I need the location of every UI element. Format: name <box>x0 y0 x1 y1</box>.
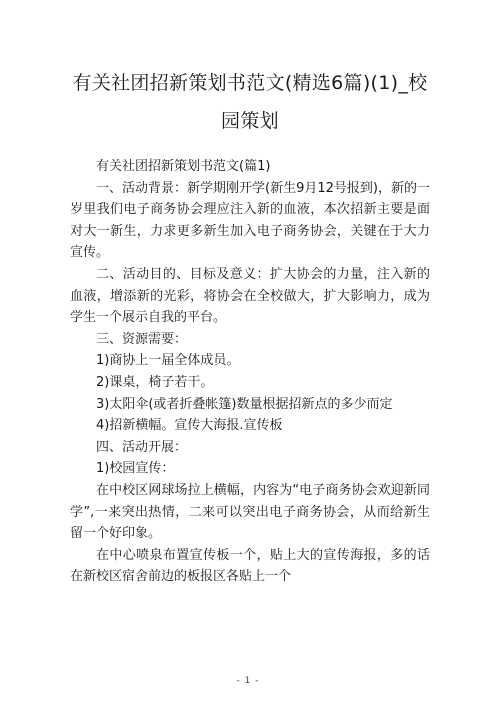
paragraph: 二、活动目的、目标及意义：扩大协会的力量，注入新的血液，增添新的光彩，将协会在全校做大，扩大影响力，成为学生一个展示自我的平台。 <box>70 266 430 326</box>
page-number: - 1 - <box>236 676 260 686</box>
section-heading: 有关社团招新策划书范文(篇1) <box>96 159 271 174</box>
list-item: 1)校园宣传： <box>96 461 175 477</box>
paragraph: 一、活动背景：新学期刚开学(新生9月12号报到)，新的一岁里我们电子商务协会理应注入新的血液，本次招新主要是面对大一新生，力求更多新生加入电子商务协会，关键在于大力宣传。 <box>70 180 430 261</box>
paragraph: 三、资源需要： <box>96 331 188 347</box>
list-item: 3)太阳伞(或者折叠帐篷)数量根据招新点的多少而定 <box>96 396 393 412</box>
paragraph: 在中校区网球场拉上横幅，内容为“电子商务协会欢迎新同学”,一来突出热情，二来可以突出电子商务协会，从而给新生留一个好印象。 <box>70 482 430 542</box>
paragraph: 在中心喷泉布置宣传板一个，贴上大的宣传海报，多的话在新校区宿舍前边的板报区各贴上一个 <box>70 547 430 585</box>
paragraph: 四、活动开展： <box>96 439 188 455</box>
list-item: 1)商协上一届全体成员。 <box>96 353 240 369</box>
document-title: 有关社团招新策划书范文(精选6篇)(1)_校园策划 <box>72 72 428 132</box>
list-item: 2)课桌，椅子若干。 <box>96 374 214 390</box>
list-item: 4)招新横幅。宣传大海报.宣传板 <box>96 418 283 434</box>
document-body <box>70 156 430 588</box>
